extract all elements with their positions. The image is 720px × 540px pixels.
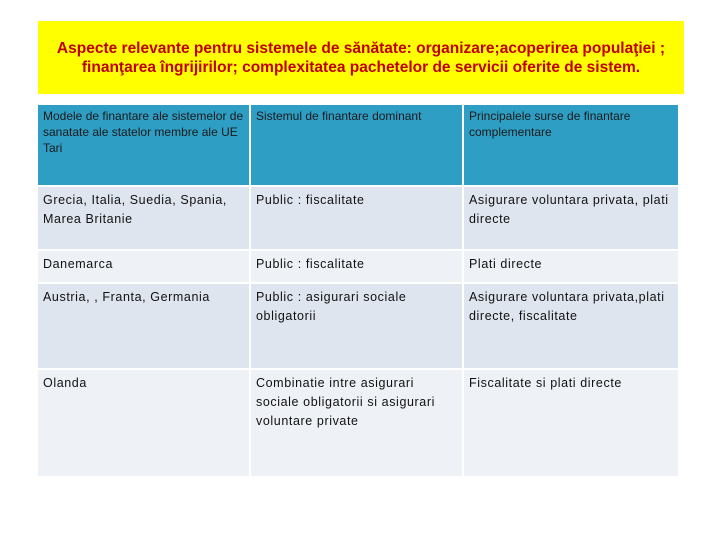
table-cell-dominant-system: Public : fiscalitate bbox=[250, 186, 463, 250]
title-banner bbox=[38, 21, 684, 94]
table-cell-complementary-sources: Asigurare voluntara privata,plati directe, fiscalitate bbox=[463, 283, 679, 369]
header-cell-countries: Modele de finantare ale sistemelor de sanatate ale statelor membre ale UE Tari bbox=[37, 104, 250, 186]
table-cell-countries: Grecia, Italia, Suedia, Spania, Marea Britanie bbox=[37, 186, 250, 250]
table-row bbox=[37, 186, 679, 250]
table-cell-countries: Austria, , Franta, Germania bbox=[37, 283, 250, 369]
table-row bbox=[37, 250, 679, 283]
table-cell-countries: Olanda bbox=[37, 369, 250, 477]
table-cell-countries: Danemarca bbox=[37, 250, 250, 283]
financing-models-table bbox=[36, 103, 680, 478]
header-cell-dominant-system: Sistemul de finantare dominant bbox=[250, 104, 463, 186]
slide-title: Aspecte relevante pentru sistemele de sănătate: organizare;acoperirea populaţiei ; finanţarea îngrijirilor; complexitatea pachetelor de servicii oferite de sistem. bbox=[56, 39, 666, 76]
table-cell-dominant-system: Public : fiscalitate bbox=[250, 250, 463, 283]
table-header-row bbox=[37, 104, 679, 186]
table-cell-complementary-sources: Asigurare voluntara privata, plati directe bbox=[463, 186, 679, 250]
table-cell-complementary-sources: Fiscalitate si plati directe bbox=[463, 369, 679, 477]
table-row bbox=[37, 369, 679, 477]
table-cell-complementary-sources: Plati directe bbox=[463, 250, 679, 283]
table-cell-dominant-system: Public : asigurari sociale obligatorii bbox=[250, 283, 463, 369]
header-cell-complementary-sources: Principalele surse de finantare complementare bbox=[463, 104, 679, 186]
table-row bbox=[37, 283, 679, 369]
table-cell-dominant-system: Combinatie intre asigurari sociale obligatorii si asigurari voluntare private bbox=[250, 369, 463, 477]
